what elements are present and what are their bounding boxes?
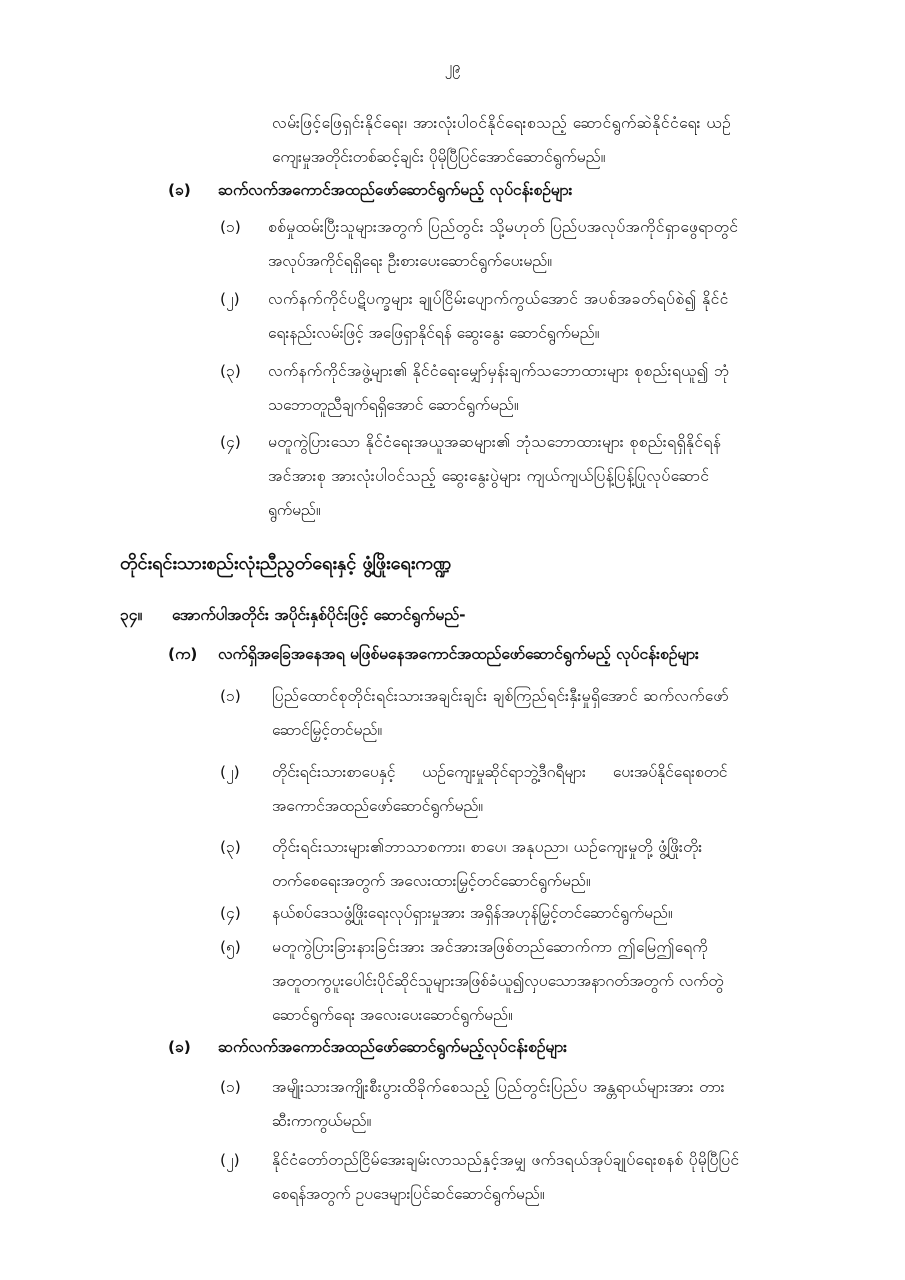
- item-marker: (၃): [220, 362, 241, 380]
- item-text-line: တိုင်းရင်းသားများ၏ဘာသာစကား၊ စာပေ၊ အနုပညာ၊ ယဉ်ကျေးမှုတို့ ဖွံ့ဖြိုးတိုး: [272, 838, 703, 856]
- section-heading: တိုင်းရင်းသားစည်းလုံးညီညွတ်ရေးနှင့် ဖွံ့ဖြိုးရေးကဏ္ဍ: [120, 553, 452, 574]
- item-marker: (၂): [220, 1151, 240, 1169]
- item-text-line: ရွက်မည်။: [268, 501, 321, 519]
- item-text-line: တက်စေရေးအတွက် အလေးထားမြှင့်တင်ဆောင်ရွက်မည်။: [272, 872, 591, 890]
- item-marker: (၂): [220, 290, 240, 308]
- item-text-line: ပြည်ထောင်စုတိုင်းရင်းသားအချင်းချင်း ချစ်ကြည်ရင်းနှီးမှုရှိအောင် ဆက်လက်ဖော်: [272, 687, 729, 705]
- item-text-line: အလုပ်အကိုင်ရရှိရေး ဦးစားပေးဆောင်ရွက်ပေးမည်။: [268, 252, 552, 270]
- item-text-line: လက်နက်ကိုင်အဖွဲ့များ၏ နိုင်ငံရေးမျှော်မှန်းချက်သဘောထားများ စုစည်းရယူ၍ ဘုံ: [268, 362, 730, 380]
- paragraph-text: အောက်ပါအတိုင်း အပိုင်းနှစ်ပိုင်းဖြင့် ဆောင်ရွက်မည်-: [172, 606, 466, 624]
- continuation-line: ကျေးမှုအတိုင်းတစ်ဆင့်ချင်း ပိုမိုပြီပြင်အောင်ဆောင်ရွက်မည်။: [272, 148, 606, 166]
- item-text-line: နယ်စပ်ဒေသဖွံ့ဖြိုးရေးလုပ်ရှားမှုအား အရှိန်အဟုန်မြှင့်တင်ဆောင်ရွက်မည်။: [272, 904, 673, 922]
- item-marker: (၁): [220, 218, 241, 236]
- item-text-line: အတူတကွပူးပေါင်းပိုင်ဆိုင်သူများအဖြစ်ခံယူ၍လှပသောအနာဂတ်အတွက် လက်တွဲ: [272, 972, 724, 990]
- item-text-line: အကောင်အထည်ဖော်ဆောင်ရွက်မည်။: [272, 797, 483, 815]
- item-text-line: လက်နက်ကိုင်ပဋိပက္ခများ ချုပ်ငြိမ်းပျောက်ကွယ်အောင် အပစ်အခတ်ရပ်စဲ၍ နိုင်ငံ: [268, 290, 729, 308]
- paragraph-number: ၃၄။: [120, 606, 143, 624]
- page-number: ၂၉: [444, 58, 461, 76]
- item-text-line: မတူကွဲပြားခြားနားခြင်းအား အင်အားအဖြစ်တည်ဆောက်ကာ ဤမြေဤရေကို: [272, 938, 708, 956]
- item-text-line: စေရန်အတွက် ဥပဒေများပြင်ဆင်ဆောင်ရွက်မည်။: [272, 1185, 545, 1203]
- item-marker: (၁): [220, 687, 241, 705]
- item-marker: (၅): [220, 938, 241, 956]
- item-text-line: ဆောင်ရွက်ရေး အလေးပေးဆောင်ရွက်မည်။: [272, 1006, 513, 1024]
- part-heading: လက်ရှိအခြေအနေအရ မဖြစ်မနေအကောင်အထည်ဖော်ဆောင်ရွက်မည့် လုပ်ငန်းစဉ်များ: [218, 645, 699, 663]
- item-text-line: မတူကွဲပြားသော နိုင်ငံရေးအယူအဆများ၏ ဘုံသဘောထားများ စုစည်းရရှိနိုင်ရန်: [268, 433, 722, 451]
- item-marker: (၁): [220, 1078, 241, 1096]
- part-marker: (က): [168, 645, 198, 663]
- item-text-line: အမျိုးသားအကျိုးစီးပွားထိခိုက်စေသည့် ပြည်တွင်းပြည်ပ အန္တရာယ်များအား တား: [272, 1078, 725, 1096]
- item-text-line: ဆောင်မြှင့်တင်မည်။: [272, 721, 383, 739]
- item-text-line: တိုင်းရင်းသားစာပေနှင့် ယဉ်ကျေးမှုဆိုင်ရာဘွဲ့ဒီဂရီများ ပေးအပ်နိုင်ရေးစတင်: [272, 763, 728, 781]
- item-marker: (၄): [220, 433, 241, 451]
- item-text-line: သဘောတူညီချက်ရရှိအောင် ဆောင်ရွက်မည်။: [268, 396, 519, 414]
- item-text-line: ရေးနည်းလမ်းဖြင့် အဖြေရှာနိုင်ရန် ဆွေးနွေး ဆောင်ရွက်မည်။: [268, 324, 600, 342]
- item-text-line: စစ်မှုထမ်းပြီးသူများအတွက် ပြည်တွင်း သို့မဟုတ် ပြည်ပအလုပ်အကိုင်ရှာဖွေရာတွင်: [268, 218, 739, 236]
- part-heading: ဆက်လက်အကောင်အထည်ဖော်ဆောင်ရွက်မည့် လုပ်ငန်းစဉ်များ: [218, 181, 573, 199]
- part-marker: (ခ): [168, 181, 191, 199]
- item-marker: (၄): [220, 904, 241, 922]
- item-text-line: အင်အားစု အားလုံးပါဝင်သည့် ဆွေးနွေးပွဲများ ကျယ်ကျယ်ပြန့်ပြန့်ပြုလုပ်ဆောင်: [268, 467, 710, 485]
- part-heading: ဆက်လက်အကောင်အထည်ဖော်ဆောင်ရွက်မည့်လုပ်ငန်းစဉ်များ: [218, 1038, 568, 1056]
- continuation-line: လမ်းဖြင့်ဖြေရှင်းနိုင်ရေး၊ အားလုံးပါဝင်နိုင်ရေးစသည့် ဆောင်ရွက်ဆဲနိုင်ငံရေး ယဉ်: [272, 114, 732, 132]
- part-marker: (ခ): [168, 1038, 191, 1056]
- item-text-line: နိုင်ငံတော်တည်ငြိမ်အေးချမ်းလာသည်နှင့်အမျှ ဖက်ဒရယ်အုပ်ချုပ်ရေးစနစ် ပိုမိုပြီပြင်: [272, 1151, 740, 1169]
- item-marker: (၂): [220, 763, 240, 781]
- item-marker: (၃): [220, 838, 241, 856]
- item-text-line: ဆီးကာကွယ်မည်။: [272, 1112, 372, 1130]
